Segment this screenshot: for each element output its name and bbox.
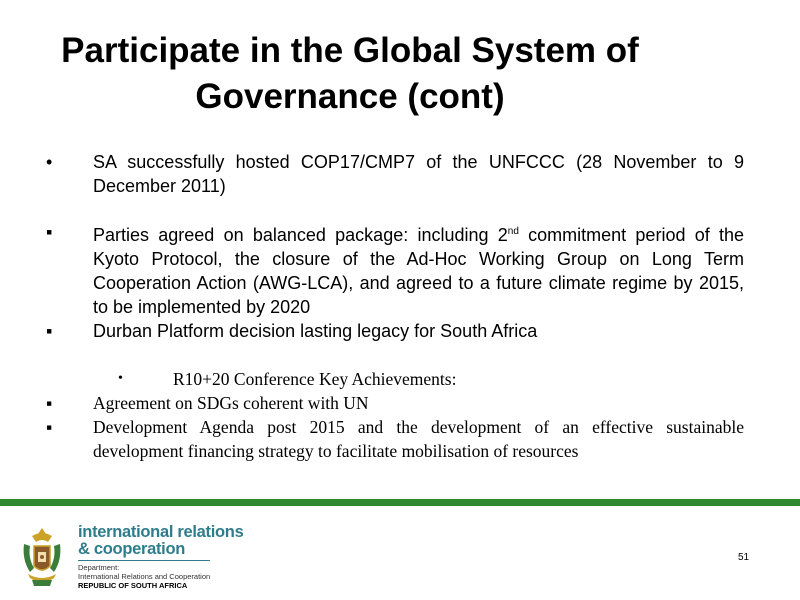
org-name-line2: & cooperation (78, 540, 186, 558)
slide-title: Participate in the Global System of Governance (cont) (61, 31, 639, 116)
country-name: REPUBLIC OF SOUTH AFRICA (78, 581, 188, 590)
achievement-text: Development Agenda post 2015 and the development of an effective sustainable development financing strategy to facilitate mobilisation of resources (93, 417, 744, 461)
superscript: nd (507, 226, 519, 237)
sub-heading-text: R10+20 Conference Key Achievements: (173, 369, 457, 389)
bullet-dot-icon: • (118, 371, 123, 386)
achievement-item-development-agenda (46, 415, 744, 463)
bullet-square-icon: ▪ (46, 222, 53, 242)
bullet-text: SA successfully hosted COP17/CMP7 of the UNFCCC (28 November to 9 December 2011) (93, 152, 744, 196)
org-name-line1: international relations (78, 523, 244, 541)
department-logo (78, 524, 243, 591)
achievement-text: Agreement on SDGs coherent with UN (93, 393, 369, 413)
achievement-item-sdgs (46, 391, 744, 415)
bullet-text: Parties agreed on balanced package: including 2nd commitment period of the Kyoto Protocol, the closure of the Ad-Hoc Working Group on Long Term Cooperation Action (AWG-LCA), and agreed to a future climate regime by 2015, to be implemented by 2020 (93, 225, 744, 317)
bullet-square-icon: ▪ (46, 417, 53, 437)
slide-number: 51 (738, 552, 750, 563)
bullet-item-durban-platform (46, 319, 744, 343)
department-name: International Relations and Cooperation (78, 572, 211, 581)
department-label: Department: (78, 563, 120, 572)
sub-heading-r10 (46, 367, 744, 391)
bullet-item-cop17 (46, 150, 744, 198)
bullet-square-icon: ▪ (46, 321, 53, 341)
bullet-dot-icon: • (46, 152, 53, 172)
bullet-text: Durban Platform decision lasting legacy for South Africa (93, 321, 538, 341)
coat-of-arms-icon (18, 526, 66, 590)
bullet-square-icon: ▪ (46, 393, 53, 413)
slide-body (46, 150, 744, 463)
bullet-item-parties-agreed (46, 220, 744, 319)
footer-divider (0, 499, 800, 506)
footer (0, 506, 800, 600)
logo-divider (78, 560, 210, 561)
